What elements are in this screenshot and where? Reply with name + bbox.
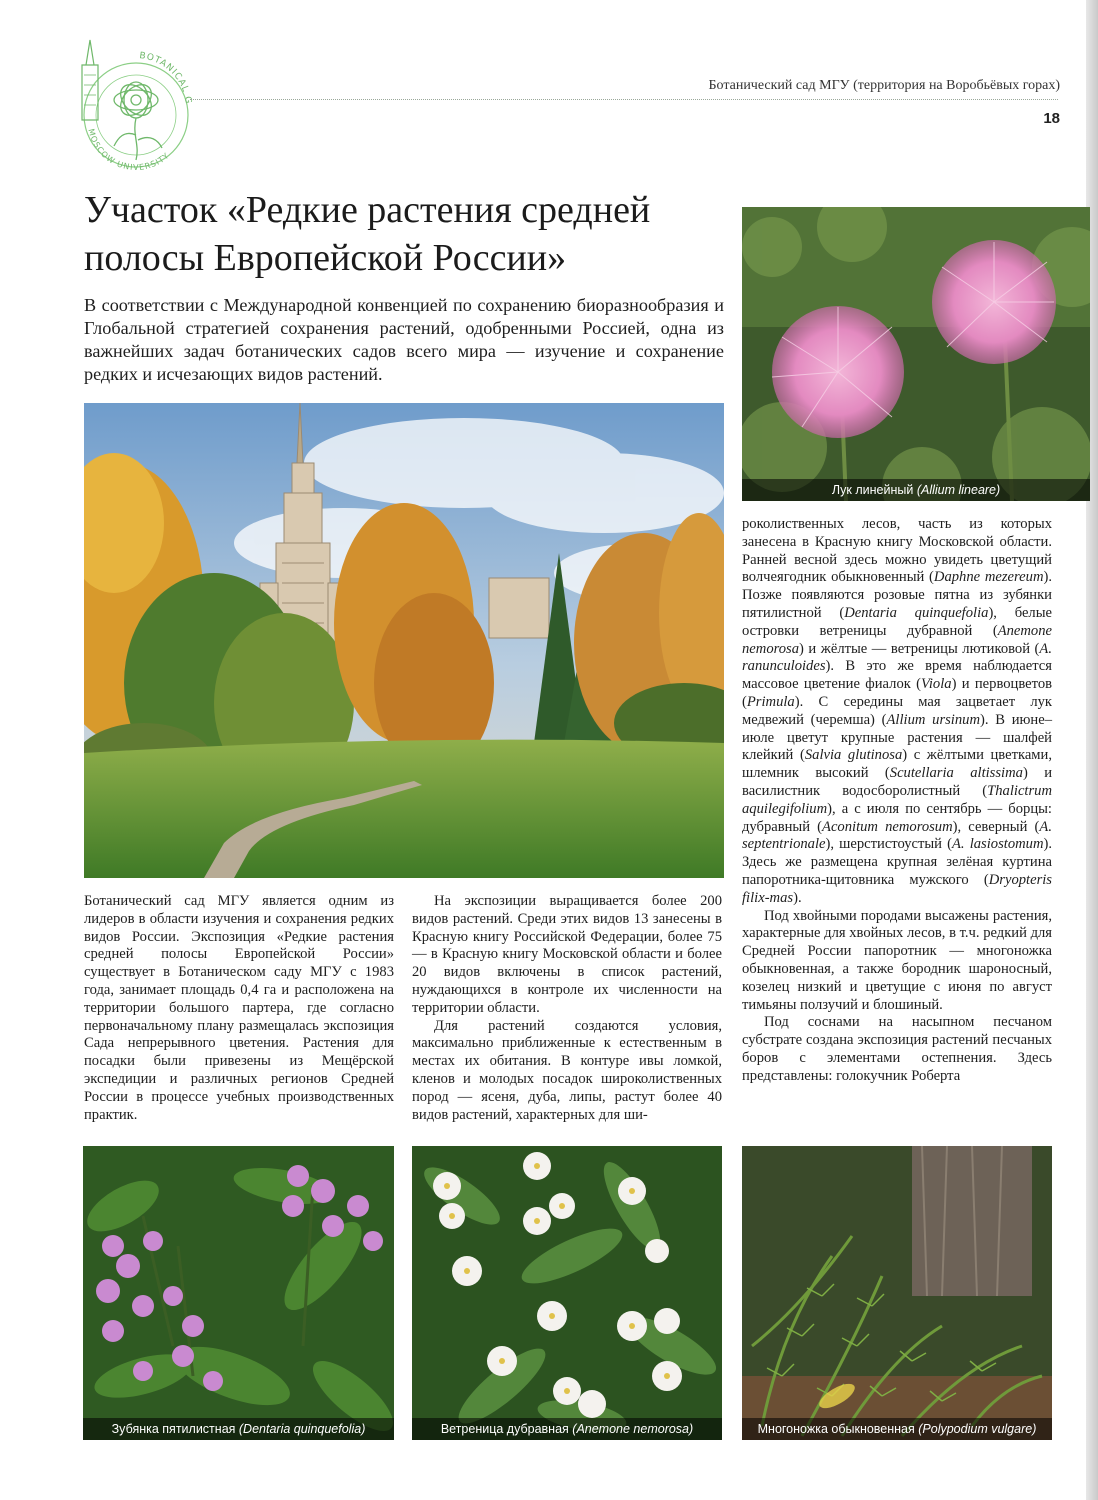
logo-text-bottom: MOSCOW UNIVERSITY [86,127,172,173]
col3-text-run: ), шерстистоустый ( [825,836,952,853]
col3-latin-name: Salvia glutinosa [804,747,903,764]
article-title: Участок «Редкие растения средней полосы Европейской России» [84,189,651,279]
col3-latin-name: A. ranunculoides [742,640,1052,675]
col3-text-run: ) и василистник водосборолистный ( [742,765,1053,799]
col3-latin-name: A. septentrionale [742,818,1052,853]
col3-text-run: роколиственных лесов, часть из которых занесена в Красную книгу Московской области. Ранней весной здесь можно увидеть цветущий волчеягодник обыкновенный ( [742,516,1052,586]
col3-latin-name: Primula [746,693,795,710]
caption-anemone [412,1418,722,1440]
col3-latin-name: Dentaria quinquefolia [844,604,989,621]
text-column-2 [412,893,722,1124]
col3-latin-name: Daphne mezereum [933,569,1044,586]
running-head: Ботанический сад МГУ (территория на Воробьёвых горах) [708,78,1060,93]
caption-polypodium-lat: (Polypodium vulgare) [918,1422,1037,1436]
article-lead: В соответствии с Международной конвенцией по сохранению биоразнообразия и Глобальной стратегией сохранения растений, одобренными Россией, одна из важнейших задач ботанических садов всего мира — изучение и сохранение редких и исчезающих видов растений. [84,295,724,384]
svg-text:BOTANICAL GARDEN [66,30,193,105]
photo-allium-lineare [742,207,1090,501]
col3-latin-name: Viola [921,676,952,693]
col3-text-run: ), северный ( [952,818,1040,835]
col3-text-run: ). С середины мая зацветает лук медвежий (черемша) ( [742,693,1052,728]
page-number: 18 [1043,110,1060,127]
col3-text-run: ), а с июля по сентябрь — борцы: дубравный ( [742,800,1052,835]
col3-paragraph-3: Под соснами на насыпном песчаном субстрате создана экспозиция растений песчаных боров с элементами остепнения. Здесь представлены: голокучник Роберта [742,1014,1052,1084]
caption-allium-ru: Лук линейный [831,483,917,497]
col3-latin-name: Aconitum nemorosum [822,818,953,835]
col3-text-run: ). Здесь же размещена крупная зелёная куртина папоротника-щитовника мужского ( [742,836,1053,888]
caption-dentaria [83,1418,394,1440]
col3-paragraph-1 [742,516,1052,908]
col3-text-run: ). В июне–июле цветут крупные растения — шалфей клейкий ( [742,711,1052,764]
caption-anemone-lat: (Anemone nemorosa) [572,1422,694,1436]
col3-text-run: ). [793,889,802,906]
caption-anemone-ru: Ветреница дубравная [440,1422,573,1436]
col3-text-run: ). Позже появляются розовые пятна из зубянки пятилистной ( [742,569,1052,621]
caption-polypodium-ru: Многоножка обыкновенная [757,1422,919,1436]
caption-polypodium [742,1418,1052,1440]
col2-paragraph-1: На экспозиции выращивается более 200 видов растений. Среди этих видов 13 занесены в Красную книгу Российской Федерации, более 75 — в Красную книгу Московской области и более 20 видов включены в список растений, нуждающихся в контроле их численности на территории области. [412,893,722,1016]
col3-paragraph-2: Под хвойными породами высажены растения, характерные для хвойных лесов, в т.ч. редкий для Средней России папоротник — многоножка обыкновенная, а также бородник шароносный, козелец низкий и цветущие с июня по август тимьяны ползучий и блошиный. [742,907,1052,1013]
text-column-1 [84,893,394,1124]
col3-latin-name: A. lasiostomum [952,836,1044,853]
col3-text-run: ) с жёлтыми цветками, шлемник высокий ( [742,747,1052,782]
col3-latin-name: Dryopteris filix-mas [742,871,1052,906]
col3-latin-name: Scutellaria altissima [889,765,1023,782]
logo-text-top: BOTANICAL G [138,51,193,106]
caption-dentaria-lat: (Dentaria quinquefolia) [238,1422,366,1436]
header-rule [190,99,1058,100]
photo-msu-garden [84,403,724,878]
col3-latin-name: Thalictrum aquilegifolium [742,782,1052,817]
col2-paragraph-2: Для растений создаются условия, максимально приближенные к естественным в местах их обитания. В контуре ивы ломкой, кленов и молодых посадок широколиственных пород — ясеня, дуба, липы, растут более 40 видов растений, характерных для ши- [412,1017,722,1123]
svg-text:MOSCOW UNIVERSITY [86,128,171,172]
photo-anemone [412,1146,722,1440]
col3-text-run: ). В это же время наблюдается массовое цветение фиалок ( [742,658,1052,693]
caption-dentaria-ru: Зубянка пятилистная [111,1422,239,1436]
col3-latin-name: Allium ursinum [886,711,980,728]
col3-latin-name: Anemone nemorosa [742,622,1052,657]
caption-allium [742,479,1090,501]
col1-paragraph: Ботанический сад МГУ является одним из лидеров в области изучения и сохранения редких видов России. Экспозиция «Редкие растения средней полосы Европейской России» существует в Ботаническом саду МГУ с 1983 года, занимает площадь 0,4 га и расположена на территории большого партера, где согласно первоначальному плану размещалась экспозиция Сада непрерывного цветения. Растения для посадки были привезены из Мещёрской экспедиции и различных регионов Средней России в процессе учебных производственных практик. [84,893,394,1123]
photo-dentaria [83,1146,394,1440]
col3-text-run: ), белые островки ветреницы дубравной ( [742,604,1052,639]
col3-text-run: ) и первоцветов ( [742,676,1053,710]
text-column-3 [742,516,1052,1086]
col3-text-run: ) и жёлтые — ветреницы лютиковой ( [799,640,1040,657]
botanical-garden-logo [66,30,196,180]
caption-allium-lat: (Allium lineare) [916,483,1001,497]
photo-polypodium [742,1146,1052,1440]
